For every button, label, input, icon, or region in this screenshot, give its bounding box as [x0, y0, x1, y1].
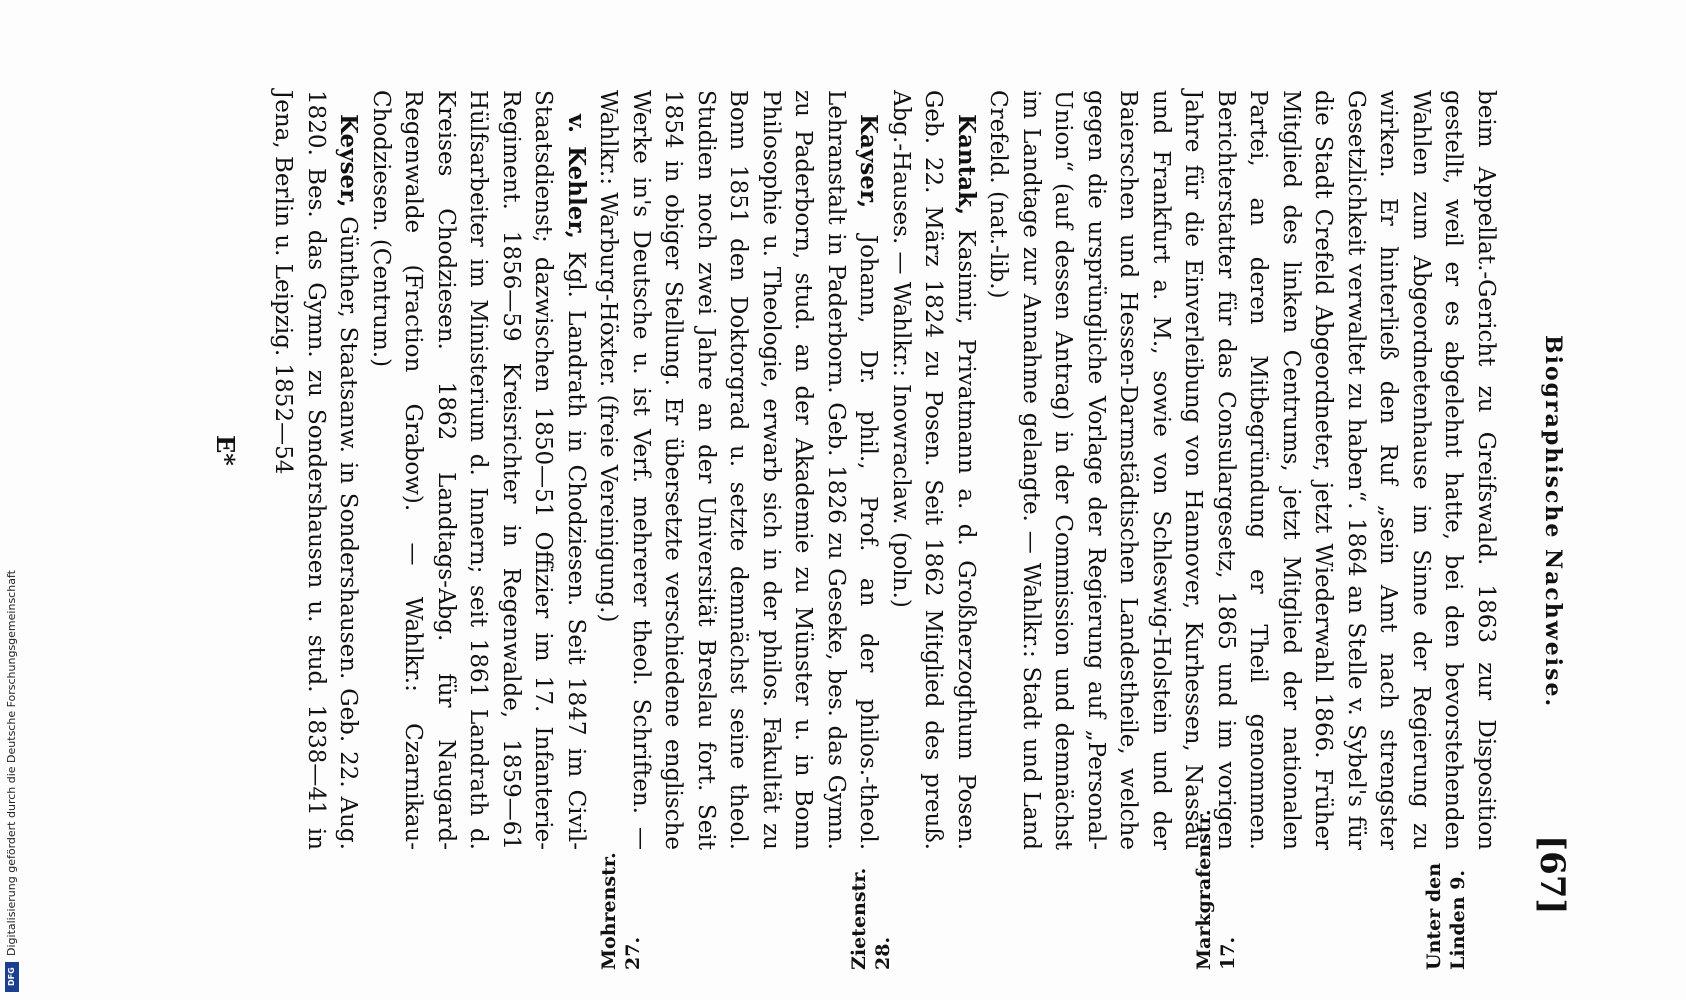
digitisation-credit	[4, 4, 20, 994]
entry-name: Kayser,	[855, 114, 883, 209]
address-note: Zietenstr. 28.	[848, 867, 894, 970]
entry-text: Johann, Dr. phil., Prof. an der philos.-theol. Lehranstalt in Paderborn. Geb. 1826 zu Geseke, bes. das Gymn. zu Paderborn, stud. an der Akademie zu Münster u. in Bonn Philosophie u. Theologie, erwarb sich in der philos. Fakultät zu Bonn 1851 den Doktorgrad u. setzte demnächst seine theol. Studien noch zwei Jahre an der Universität Breslau fort. Seit 1854 in obiger Stellung. Er übersetzte verschiedene englische Werke in's Deutsche u. ist Verf. mehrerer theol. Schriften. — Wahlkr.: Warburg-Höxter. (freie Vereinigung.)	[595, 90, 882, 851]
entry-name: Keyser,	[335, 114, 363, 208]
signature-mark: E*	[211, 435, 240, 466]
entry-text: Kasimir, Privatmann a. d. Großherzogthum Posen. Geb. 22. März 1824 zu Posen. Seit 1862 Mitglied des preuß. Abg.-Hauses. — Wahlkr.: Inowraclaw. (poln.)	[888, 90, 979, 851]
credit-text: Digitalisierung gefördert durch die Deutsche Forschungsgemeinschaft	[5, 570, 18, 956]
entry-text: Günther, Staatsanw. in Sondershausen. Geb. 22. Aug. 1820. Bes. das Gymn. zu Sondershausen u. stud. 1838—41 in Jena, Berlin u. Leipzig. 1852—54	[270, 90, 362, 850]
entry-text: Kgl. Landrath in Chodziesen. Seit 1847 im Civil-Staatsdienst; dazwischen 1850—51 Offizier im 17. Infanterie-Regiment. 1856—59 Kreisrichter in Regenwalde, 1859—61 Hülfsarbeiter im Ministerium d. Innern; seit 1861 Landrath d. Kreises Chodziesen. 1862 Landtags-Abg. für Naugard-Regenwalde (Fraction Grabow). — Wahlkr.: Czarnikau-Chodziesen. (Centrum.)	[368, 90, 589, 851]
address-note: Markgrafenstr. 17.	[1193, 809, 1239, 970]
body-text	[267, 90, 1502, 850]
entry-text: beim Appellat.-Gericht zu Greifswald. 1863 zur Disposition gestellt, weil er es abgelehnt hatte, bei den bevorstehenden Wahlen zum Abgeordnetenhause im Sinne der Regierung zu wirken. Er hinterließ den Ruf „sein Amt nach strengster Gesetzlichkeit verwaltet zu haben“. 1864 an Stelle v. Sybel's für die Stadt Crefeld Abgeordneter, jetzt Wiederwahl 1866. Früher Mitglied des linken Centrums, jetzt Mitglied der nationalen Partei, an deren Mitbegründung er Theil genommen. Berichterstatter für das Consulargesetz, 1865 und im vorigen Jahre für die Einverleibung von Hannover, Kurhessen, Nassau und Frankfurt a. M., sowie von Schleswig-Holstein und der Baierschen und Hessen-Darmstädtischen Landestheile, welche gegen die ursprüngliche Vorlage der Regierung auf „Personal-Union“ (auf dessen Antrag) in der Commission und demnächst im Landtage zur Annahme gelangte. — Wahlkr.: Stadt und Land Crefeld. (nat.-lib.)	[985, 90, 1499, 850]
page-number: [67]	[1532, 835, 1572, 915]
address-note: Mohrenstr. 27.	[598, 852, 644, 970]
entry-keyser	[267, 90, 365, 850]
entry-kayser	[592, 90, 885, 850]
running-head: Biographische Nachweise.	[1540, 335, 1566, 709]
entry-continuation	[982, 90, 1502, 850]
rotated-page	[160, 55, 1580, 975]
dfg-logo: DFG	[5, 962, 19, 992]
page-header	[1520, 55, 1580, 955]
address-note: Unter den Linden 9.	[1423, 862, 1469, 970]
book-page	[160, 55, 1580, 975]
entry-name: v. Kehler,	[563, 114, 590, 239]
entry-kantak	[885, 90, 983, 850]
entry-kehler	[365, 90, 593, 850]
entry-name: Kantak,	[953, 114, 980, 216]
